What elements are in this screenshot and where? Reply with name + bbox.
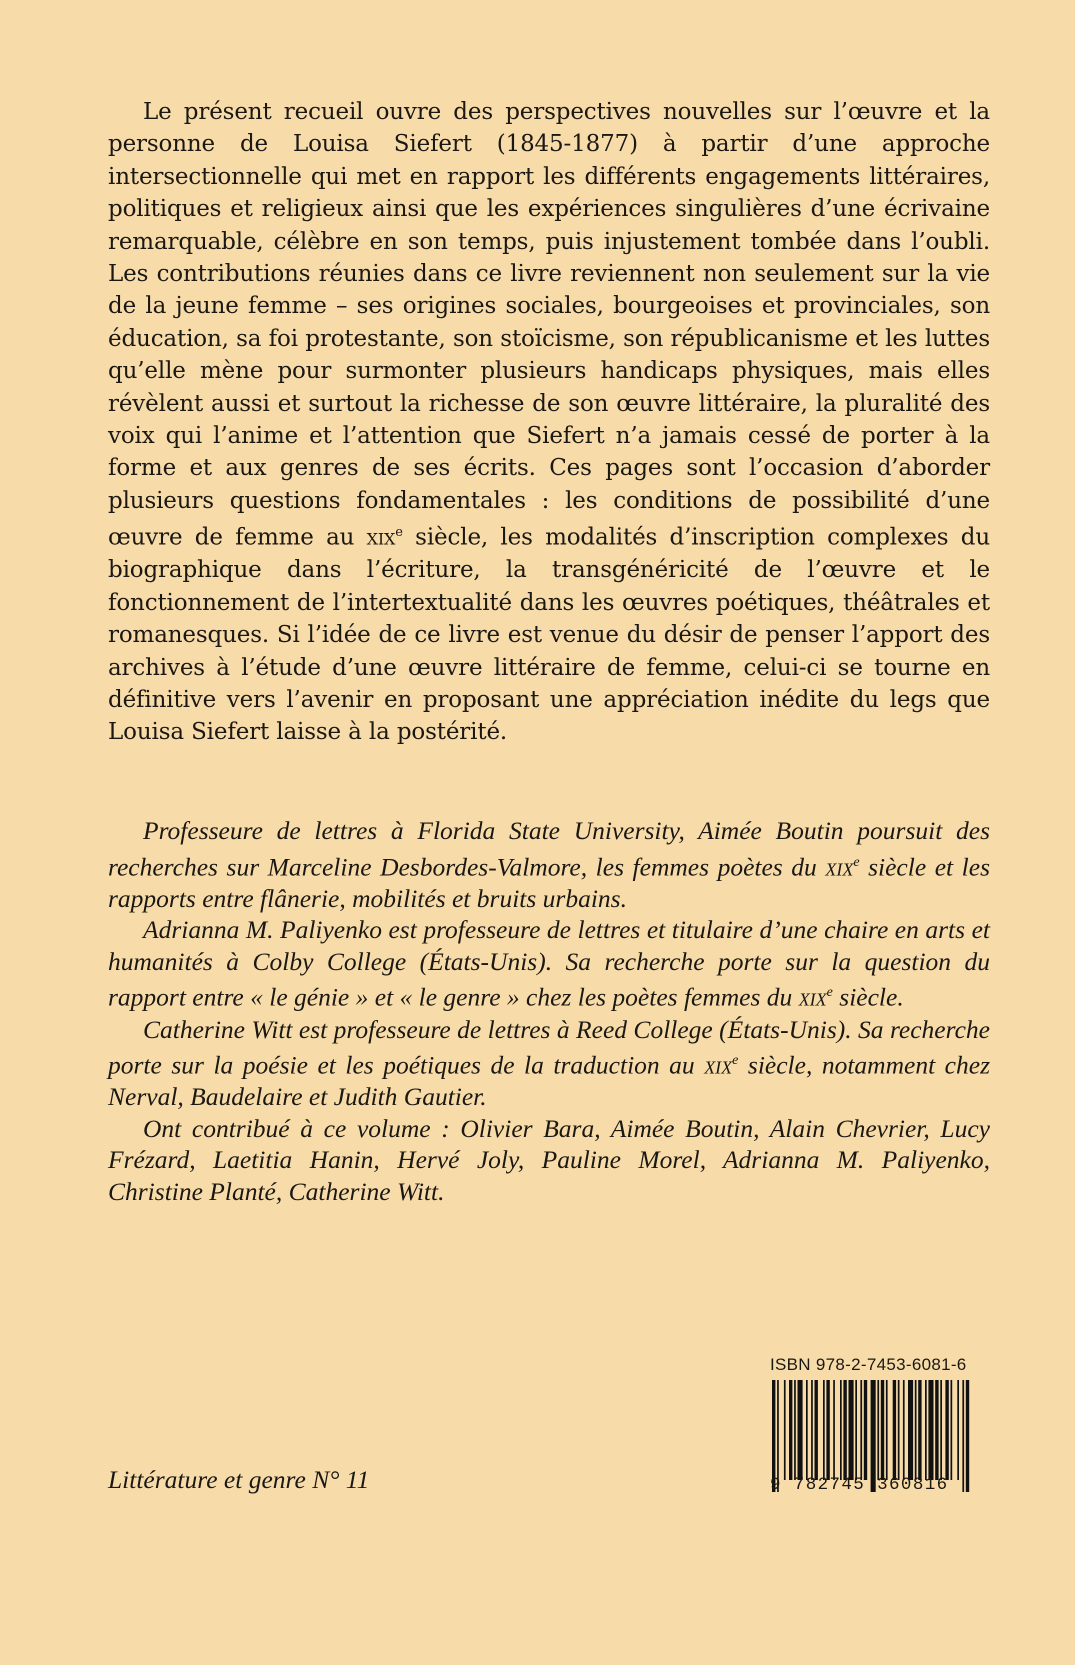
barcode-bar [833,1380,835,1480]
barcode-bar [877,1380,879,1480]
contributors-list: Ont contribué à ce volume : Olivier Bara, Aimée Boutin, Alain Chevrier, Lucy Frézard, Laetitia Hanin, Hervé Joly, Pauline Morel, Adrianna M. Paliyenko, Christine Planté, Catherine Witt. [108,1113,990,1207]
barcode-bar [849,1380,854,1480]
barcode-bar [945,1380,948,1480]
barcode-bar [798,1380,803,1480]
century-superscript: e [826,985,833,1001]
bio-witt [108,1014,990,1113]
barcode-bar [811,1380,813,1480]
barcode-bar [794,1380,796,1480]
century-superscript: e [732,1053,739,1069]
barcode-digits: 9 782745 360816 [770,1475,949,1495]
barcode-bar [903,1380,905,1480]
barcode-bar [925,1380,927,1480]
barcode-bar [855,1380,857,1480]
barcode-bar [840,1380,842,1480]
barcode-bar [893,1380,896,1480]
bio-paliyenko-text: Adrianna M. Paliyenko est professeure de lettres et titulaire d’une chaire en arts et humanités à Colby College (États-Unis). Sa recherche porte sur la question du rapport entre « le génie » et « le genre » chez les poètes femmes du [108,915,990,1012]
barcode-bar [815,1380,818,1480]
series-title: Littérature et genre N° 11 [108,1465,370,1494]
barcode-bar [806,1380,808,1480]
barcode-bar [789,1380,792,1480]
century-superscript: e [853,854,860,870]
bio-boutin-text-end: siècle et les rapports entre flânerie, mobilités et bruits urbains. [108,852,990,913]
barcode-bar [864,1380,867,1480]
isbn-label: ISBN 978-2-7453-6081-6 [770,1355,967,1374]
barcode-bar [823,1380,825,1480]
century-numeral: xix [825,852,854,882]
barcode-bar [898,1380,900,1480]
barcode-bar [826,1380,829,1480]
barcode-bar [915,1380,917,1480]
bio-boutin [108,815,990,914]
century-numeral: xix [366,524,396,551]
century-numeral: xix [704,1050,733,1080]
bio-witt-text: Catherine Witt est professeure de lettres à Reed College (États-Unis). Sa recherche porte sur la poésie et les poétiques de la traduction au [108,1014,990,1080]
barcode-bar [881,1380,884,1480]
barcode-bar [860,1380,862,1480]
bio-boutin-text: Professeure de lettres à Florida State University, Aimée Boutin poursuit des recherches sur Marceline Desbordes-Valmore, les femmes poètes du [108,816,990,882]
barcode-bar [935,1380,938,1480]
barcode-bar [843,1380,846,1480]
bio-paliyenko [108,914,990,1013]
barcode-bar [784,1380,786,1480]
bio-witt-text-end: siècle, notamment chez Nerval, Baudelaire et Judith Gautier. [108,1050,990,1112]
barcode-bar [940,1380,942,1480]
barcode-bar [918,1380,921,1480]
barcode-bar [908,1380,913,1480]
century-numeral: xix [798,982,827,1012]
barcode-bar [951,1380,953,1480]
barcode-bar [957,1380,959,1480]
summary-paragraph: Le présent recueil ouvre des perspectives nouvelles sur l’œuvre et la personne de Louisa Siefert (1845-1877) à partir d’une approche intersectionnelle qui met en rapport les différents engagements littéraires, politiques et religieux ainsi que les expériences singulières d’une écrivaine remarquable, célèbre en son temps, puis injustement tombée dans l’oubli. Les contributions réunies dans ce livre reviennent non seulement sur la vie de la jeune femme – ses origines sociales, bourgeoises et provinciales, son éducation, sa foi protestante, son stoïcisme, son républicanisme et les luttes qu’elle mène pour surmonter plusieurs handicaps physiques, mais elles révèlent aussi et surtout la richesse de son œuvre littéraire, la pluralité des voix qui l’anime et l’attention que Siefert n’a jamais cessé de porter à la forme et aux genres de ses écrits. Ces pages sont l’occasion d’aborder plusieurs questions fondamentales : les conditions de possibilité d’une œuvre de femme au xix$^e$ siècle, les modalités d’inscription complexes du biographique dans l’écriture, la transgénéricité de l’œuvre et le fonctionnement de l’intertextualité dans les œuvres poétiques, théâtrales et romanesques. Si l’idée de ce livre est venue du désir de penser l’apport des archives à l’étude d’une œuvre littéraire de femme, celui-ci se tourne en définitive vers l’avenir en proposant une appréciation inédite du legs que Louisa Siefert laisse à la postérité. [108,99,990,746]
bio-paliyenko-text-end: siècle. [832,982,904,1012]
barcode-bar [928,1380,933,1480]
century-superscript: e [395,525,403,541]
barcode-bar [886,1380,888,1480]
author-bios [108,815,990,1208]
